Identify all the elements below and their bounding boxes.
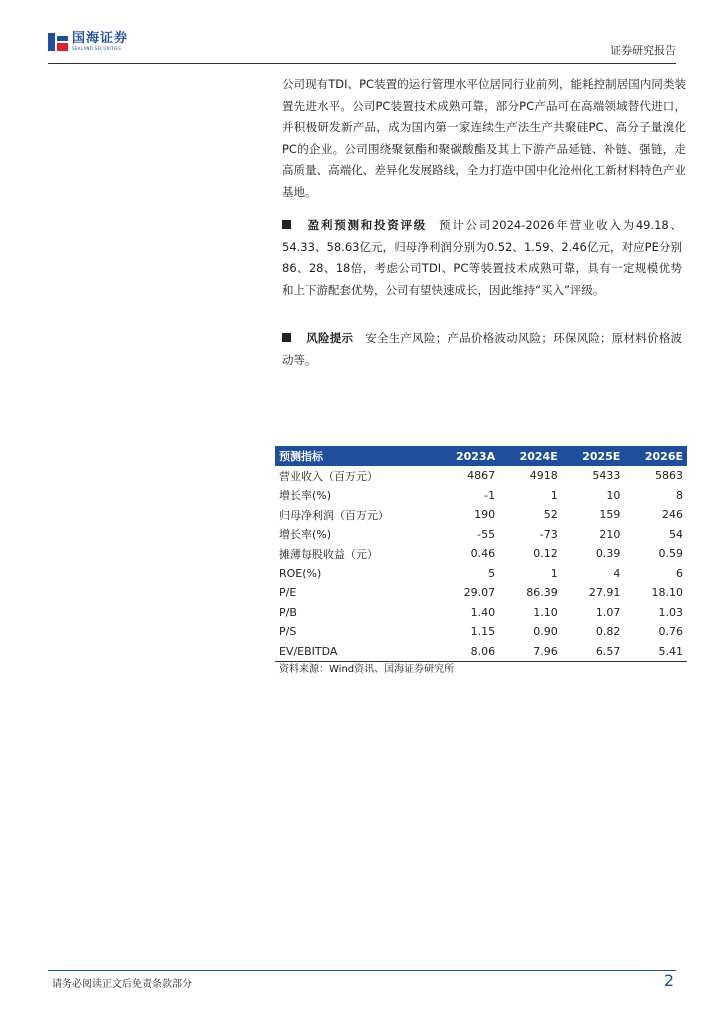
company-logo: [48, 32, 128, 52]
table-cell: 10: [606, 488, 621, 502]
table-row-label: P/B: [279, 605, 297, 619]
table-row: [275, 622, 687, 642]
table-row-label: 增长率(%): [279, 528, 332, 542]
table-row-label: 摊薄每股收益（元）: [279, 547, 378, 561]
table-cell: 18.10: [651, 586, 683, 600]
table-row: [275, 525, 687, 545]
table-cell: 1.15: [470, 625, 496, 639]
table-row-label: ROE(%): [279, 566, 322, 580]
table-row: [275, 466, 687, 486]
table-cell: 4: [613, 566, 621, 580]
table-cell: 190: [474, 508, 496, 522]
section-title: 风险提示: [306, 331, 354, 345]
logo-name-cn: 国海证券: [72, 31, 129, 46]
table-row-label: EV/EBITDA: [275, 642, 435, 662]
header-divider: [48, 63, 676, 64]
table-cell: -1: [484, 488, 496, 502]
logo-name-en: SEALAND SECURITIES: [72, 46, 122, 51]
page-number: 2: [663, 971, 674, 990]
footer-divider: [48, 970, 676, 971]
table-cell: 86.39: [526, 586, 558, 600]
square-bullet-icon: [282, 333, 291, 342]
table-cell: 1.07: [595, 605, 621, 619]
table-header-row: [275, 446, 687, 466]
table-cell: 4918: [529, 469, 558, 483]
table-cell: 54: [669, 527, 683, 541]
table-cell: 6.57: [562, 642, 625, 662]
footer-disclaimer: 请务必阅读正文后免责条款部分: [52, 979, 192, 990]
forecast-table: [275, 446, 687, 662]
section-text: 安全生产风险；产品价格波动风险；环保风险；原材料价格波动等。: [282, 331, 683, 367]
table-row-label: P/E: [279, 586, 297, 600]
section-text: 预计公司2024-2026年营业收入为49.18、54.33、58.63亿元，归母净利润分别为0.52、1.59、2.46亿元，对应PE分别86、28、18倍，考虑公司TDI、PC等装置技术成熟可靠，具有一定规模优势和上下游配套优势，公司有望快速成长，因此维持“买入”评级。: [282, 218, 682, 297]
section-risk-warning: [282, 328, 682, 371]
table-cell: 159: [599, 508, 621, 522]
table-cell: 5433: [592, 469, 621, 483]
table-row: [275, 603, 687, 623]
table-cell: 52: [543, 508, 558, 522]
table-row: [275, 564, 687, 584]
table-cell: 4867: [467, 469, 496, 483]
report-type-label: 证券研究报告: [610, 44, 676, 57]
table-header-cell: 2023A: [435, 446, 499, 466]
table-cell: 1.40: [470, 605, 496, 619]
table-row-label: 增长率(%): [279, 489, 332, 503]
table-cell: 0.76: [658, 625, 683, 639]
body-paragraph: 公司现有TDI、PC装置的运行管理水平位居同行业前列，能耗控制居国内同类装置先进水平。公司PC装置技术成熟可靠，部分PC产品可在高端领域替代进口，并积极研发新产品，成为国内第一家连续生产法生产共聚硅PC、高分子量溴化PC的企业。公司围绕聚氨酯和聚碳酸酯及其上下游产品延链、补链、强链，走高质量、高端化、差异化发展路线，全力打造中国中化沧州化工新材料特色产业基地。: [282, 77, 686, 199]
table-cell: 8.06: [435, 642, 499, 662]
table-cell: 0.39: [595, 547, 621, 561]
section-forecast-rating: [282, 215, 682, 301]
table-row: [275, 544, 687, 564]
table-cell: 1: [550, 566, 558, 580]
table-row: [275, 642, 687, 662]
table-source-note: 资料来源：Wind资讯、国海证券研究所: [279, 664, 455, 675]
table-header-cell: 2026E: [624, 446, 687, 466]
table-cell: 0.46: [470, 547, 496, 561]
section-title: 盈利预测和投资评级: [306, 218, 427, 232]
table-cell: 0.12: [533, 547, 558, 561]
table-cell: -73: [539, 527, 558, 541]
table-row-label: 归母净利润（百万元）: [279, 508, 389, 522]
table-row-label: 营业收入（百万元）: [279, 469, 378, 483]
table-cell: 7.96: [499, 642, 562, 662]
square-bullet-icon: [282, 220, 291, 229]
table-cell: 246: [662, 508, 683, 522]
table-cell: 210: [599, 527, 621, 541]
table-cell: 27.91: [588, 586, 621, 600]
table-cell: 29.07: [463, 586, 496, 600]
table-cell: 1: [550, 488, 558, 502]
table-cell: 0.90: [533, 625, 558, 639]
table-cell: 1.10: [533, 605, 558, 619]
table-cell: 6: [676, 566, 683, 580]
table-cell: 5: [488, 566, 496, 580]
table-header-cell: 2025E: [562, 446, 625, 466]
table-row: [275, 486, 687, 506]
table-cell: 0.82: [595, 625, 621, 639]
table-cell: 5.41: [624, 642, 687, 662]
table-cell: 0.59: [658, 547, 683, 561]
page-header: [48, 28, 676, 64]
logo-mark-icon: [48, 33, 68, 51]
table-header-cell: 预测指标: [275, 446, 435, 466]
table-row-label: P/S: [279, 625, 297, 639]
table-row: [275, 583, 687, 603]
table-header-cell: 2024E: [499, 446, 562, 466]
table-cell: 8: [676, 488, 683, 502]
table-row: [275, 505, 687, 525]
table-cell: -55: [477, 527, 496, 541]
table-cell: 5863: [655, 469, 683, 483]
table-cell: 1.03: [658, 605, 683, 619]
